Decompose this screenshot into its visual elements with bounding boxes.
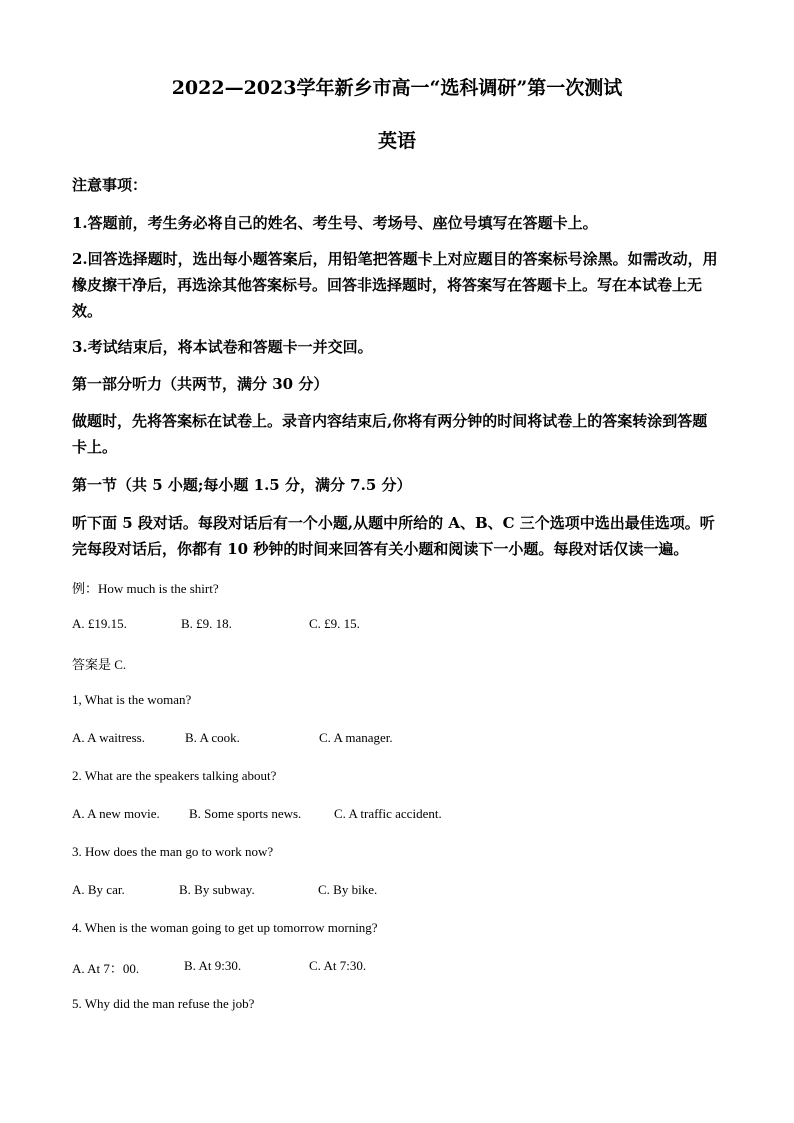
question-4: 4. When is the woman going to get up tomorrow morning? (72, 920, 378, 935)
section1-heading: 第一节（共 5 小题;每小题 1.5 分，满分 7.5 分） (72, 476, 412, 494)
section1-instruction: 听下面 5 段对话。每段对话后有一个小题,从题中所给的 A、B、C 三个选项中选出最佳选项。听完每段对话后，你都有 10 秒钟的时间来回答有关小题和阅读下一小题。每段对话仅读一遍。 (72, 514, 715, 558)
part1-heading: 第一部分听力（共两节，满分 30 分） (72, 375, 329, 393)
q2-option-c: C. A traffic accident. (334, 806, 442, 821)
q1-option-b: B. A cook. (185, 730, 240, 745)
q1-option-a: A. A waitress. (72, 730, 145, 745)
question-1: 1, What is the woman? (72, 692, 192, 707)
example-option-c: C. £9. 15. (309, 616, 360, 631)
subject-title: 英语 (377, 130, 416, 152)
q3-option-b: B. By subway. (179, 882, 255, 897)
notes-heading: 注意事项： (72, 176, 148, 194)
example-option-a: A. £19.15. (72, 616, 127, 631)
question-5: 5. Why did the man refuse the job? (72, 996, 255, 1011)
q4-option-c: C. At 7:30. (309, 958, 367, 973)
example-answer: 答案是 C. (72, 657, 127, 672)
example-option-b: B. £9. 18. (181, 616, 232, 631)
q4-option-a: A. At 7：00. (72, 961, 140, 976)
note-item-2: 2.回答选择题时，选出每小题答案后，用铅笔把答题卡上对应题目的答案标号涂黑。如需改动，用橡皮擦干净后，再选涂其他答案标号。回答非选择题时，将答案写在答题卡上。写在本试卷上无效。 (72, 250, 718, 320)
q3-option-c: C. By bike. (318, 882, 378, 897)
question-3: 3. How does the man go to work now? (72, 844, 274, 859)
q1-option-c: C. A manager. (319, 730, 393, 745)
exam-title: 2022—2023学年新乡市高一“选科调研”第一次测试 (171, 77, 623, 99)
q2-option-a: A. A new movie. (72, 806, 160, 821)
question-2: 2. What are the speakers talking about? (72, 768, 277, 783)
note-item-3: 3.考试结束后，将本试卷和答题卡一并交回。 (72, 338, 373, 356)
q4-option-b: B. At 9:30. (184, 958, 242, 973)
note-item-1: 1.答题前，考生务必将自己的姓名、考生号、考场号、座位号填写在答题卡上。 (72, 214, 598, 232)
part1-instruction: 做题时，先将答案标在试卷上。录音内容结束后,你将有两分钟的时间将试卷上的答案转涂到答题卡上。 (72, 412, 708, 456)
example-question: 例：How much is the shirt? (72, 581, 219, 596)
q3-option-a: A. By car. (72, 882, 125, 897)
q2-option-b: B. Some sports news. (189, 806, 302, 821)
